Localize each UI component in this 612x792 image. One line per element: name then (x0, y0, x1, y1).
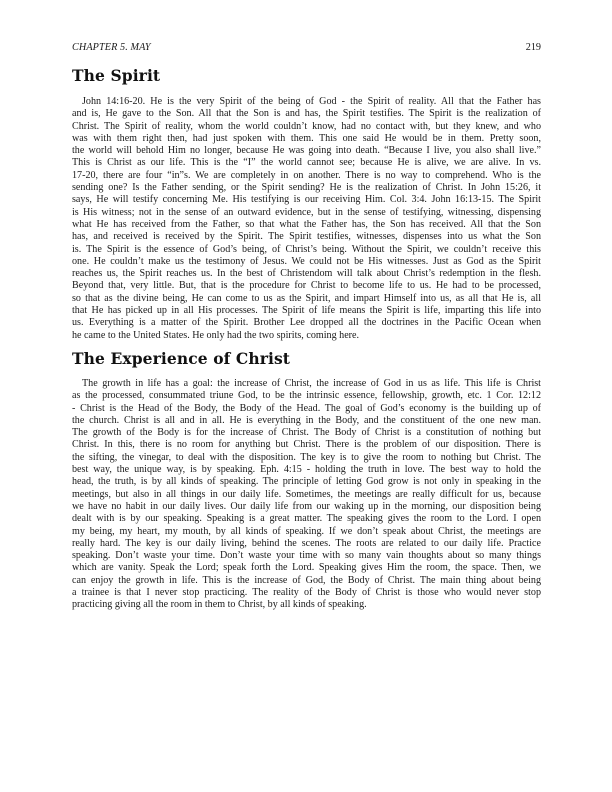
paragraph-the-spirit (72, 96, 541, 342)
text-line: so that as the divine being, He can come to us as the Spirit, and impart Himself into us, as all that He is, all (72, 292, 541, 304)
text-line: best way, the unique way, is by speaking. Eph. 4:15 - holding the truth in love. The best way to hold the (72, 464, 541, 476)
text-line: the world will behold Him no longer, because He was going into death. “Because I live, you also shall live.” (72, 145, 541, 157)
text-line: really hard. The key is our daily living, behind the scenes. The roots are related to our daily life. Practice (72, 537, 541, 549)
section-heading-experience-of-christ: The Experience of Christ (72, 349, 291, 368)
text-line: This is Christ as our life. This is the “I” the world cannot see; because He is alive, we are alive. In vs. (72, 157, 541, 169)
text-line: the church. Christ is all and in all. He is everything in the Body, and the constituent of the one new man. (72, 414, 541, 426)
text-line: The growth in life has a goal: the increase of Christ, the increase of God in us as life. This life is Christ (82, 378, 541, 389)
text-line: as the processed, consummated triune God, to be the intrinsic essence, fellowship, growth, etc. 1 Cor. 12:12 (72, 390, 541, 402)
text-line: my being, my heart, my mouth, by all kinds of speaking. If we don’t speak about Christ, the meetings are (72, 525, 541, 537)
text-line: can enjoy the growth in life. This is the increase of God, the Body of Christ. The main thing about being (72, 574, 541, 586)
text-line: practicing giving all the room in them to Christ, by all kinds of speaking. (72, 599, 367, 611)
text-line: John 14:16-20. He is the very Spirit of the being of God - the Spirit of reality. All that the Father has (82, 96, 541, 107)
text-line: a trainee is that I never stop practicing. The reality of the Body of Christ is those who would never stop (72, 587, 541, 599)
text-line: speaking. Don’t waste your time. Don’t waste your time with so many vain thoughts about so many things (72, 550, 541, 562)
text-line: says, He will testify concerning Me. His testifying is our receiving Him. Col. 3:4. John 16:13-15. The Spirit (72, 194, 541, 206)
text-line: reaches us, the Spirit reaches us. In the best of Christendom will talk about Christ’s redemption in the flesh. (72, 268, 541, 280)
running-header (72, 42, 541, 56)
text-line: one. He couldn’t make us the testimony of Jesus. We could not be His witnesses. Just as God as the Spirit (72, 255, 541, 267)
text-line: - Christ is the Head of the Body, the Body of the Head. The goal of God’s economy is the building up of (72, 402, 541, 414)
text-line: is His witness; not in the sense of an outward evidence, but in the sense of testifying, witnessing, dispensing (72, 206, 541, 218)
chapter-title: CHAPTER 5. MAY (72, 42, 151, 53)
text-line: us. Everything is a matter of the Spirit. Brother Lee dropped all the doctrines in the Pacific Ocean when (72, 317, 541, 329)
text-line: which are vanity. Speak the Lord; speak forth the Lord. Speaking gives Him the room, the space. Then, we (72, 562, 541, 574)
text-line: was with them right then, had just spoken with them. This one said He would be in them. Pretty soon, (72, 132, 541, 144)
text-line: head, the truth, is by all kinds of speaking. The principle of letting God grow is not only in speaking in the (72, 476, 541, 488)
text-line: we have no habit in our daily lives. Our daily life from our waking up in the morning, our disposition being (72, 500, 541, 512)
text-line: what He has received from the Father, so that what the Father has, the Son has received. All that the Son (72, 218, 541, 230)
text-line: dealt with is by our speaking. Speaking is a great matter. The speaking gives the room to the Lord. I open (72, 513, 541, 525)
text-line: has, and received is received by the Spirit. The Spirit testifies, witnesses, dispenses into us what the Son (72, 231, 541, 243)
text-line: meetings, but also in all things in our daily life. Sometimes, the meetings are really difficult for us, because (72, 488, 541, 500)
text-line: Beyond that, very little. But, that is the procedure for Christ to become life to us. He had to be processed, (72, 280, 541, 292)
text-line: Christ. The Spirit of reality, whom the world couldn’t know, had no contact with, but they knew, and who (72, 120, 541, 132)
text-line: 17-20, there are four “in”s. We are completely in on another. There is no way to comprehend. Who is the (72, 169, 541, 181)
text-line: is. The Spirit is the essence of God’s being, of Christ’s being. Without the Spirit, we couldn’t receive this (72, 243, 541, 255)
text-line: The growth of the Body is for the increase of Christ. The Body of Christ is a constitution of nothing but (72, 427, 541, 439)
text-line: he came to the United States. He only had the two spirits, coming here. (72, 329, 360, 341)
page-number: 219 (525, 42, 541, 53)
paragraph-experience-of-christ (72, 378, 541, 612)
text-line: that He has picked up in all His processes. The Spirit of life means the Spirit is life, imparting this life into (72, 305, 541, 317)
text-line: the sifting, the vinegar, to deal with the disposition. The key is to give the room to nothing but Christ. The (72, 451, 541, 463)
text-line: and is, He gave to the Son. All that the Son is and has, the Spirit testifies. The Spirit is the realization of (72, 108, 541, 120)
section-heading-the-spirit: The Spirit (72, 66, 161, 85)
text-line: Christ. In this, there is no room for anything but Christ. There is the problem of our disposition. There is (72, 439, 541, 451)
text-line: sending one? Is the Father sending, or the Spirit sending? He is the realization of Christ. In John 15:26, it (72, 182, 541, 194)
